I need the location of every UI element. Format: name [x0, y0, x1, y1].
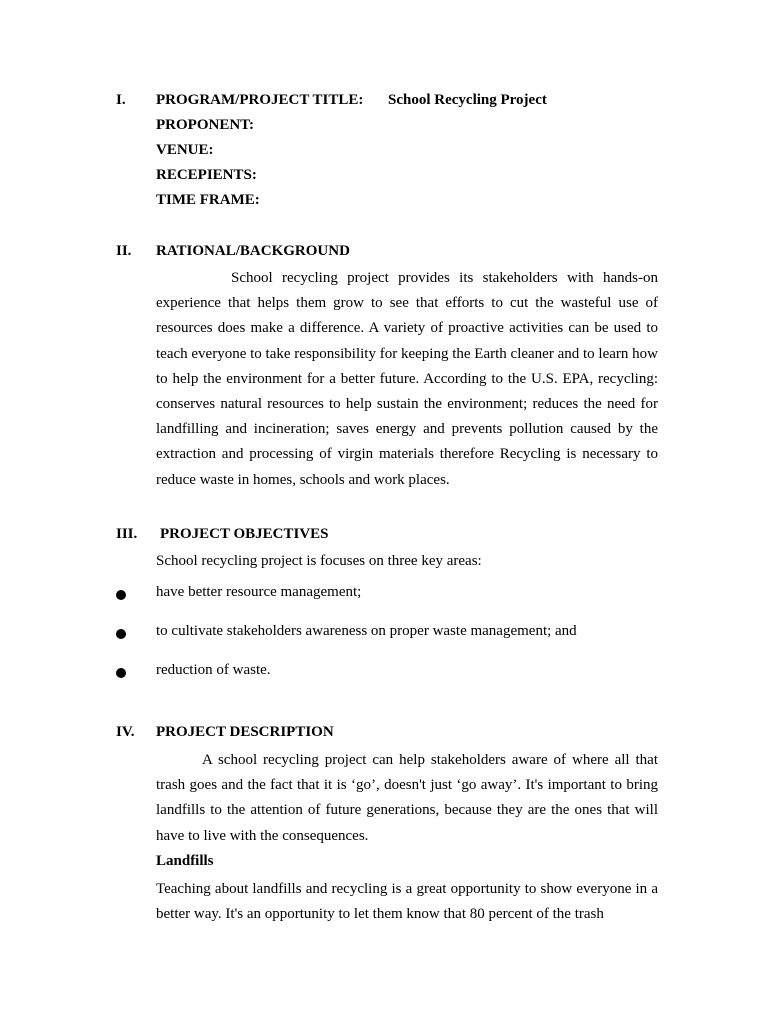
program-title-label: PROGRAM/PROJECT TITLE: — [156, 92, 364, 108]
description-paragraph: A school recycling project can help stakeholders aware of where all that trash goes and the fact that it is ‘go’, doesn't just ‘go away’. It's important to bring landfills to the attention of future generations, because they are the ones that will have to live with the consequences. — [156, 752, 658, 844]
objectives-intro: School recycling project is focuses on three key areas: — [156, 553, 482, 569]
bullet-icon — [116, 629, 126, 639]
section-4-number: IV. — [116, 724, 135, 740]
objective-item: reduction of waste. — [156, 662, 271, 678]
objective-item: have better resource management; — [156, 584, 362, 600]
time-frame-label: TIME FRAME: — [156, 192, 260, 208]
bullet-icon — [116, 590, 126, 600]
rationale-heading: RATIONAL/BACKGROUND — [156, 243, 350, 259]
bullet-icon — [116, 668, 126, 678]
venue-label: VENUE: — [156, 142, 214, 158]
section-1-number: I. — [116, 92, 126, 108]
description-heading: PROJECT DESCRIPTION — [156, 724, 334, 740]
section-2-number: II. — [116, 243, 132, 259]
recipients-label: RECEPIENTS: — [156, 167, 257, 183]
landfills-subheading: Landfills — [156, 853, 214, 869]
landfills-paragraph: Teaching about landfills and recycling is a great opportunity to show everyone in a better way. It's an opportunity to let them know that 80 percent of the trash — [156, 881, 658, 923]
program-title-value: School Recycling Project — [388, 92, 547, 108]
proponent-label: PROPONENT: — [156, 117, 255, 133]
objective-item: to cultivate stakeholders awareness on proper waste management; and — [156, 623, 577, 639]
objectives-heading: PROJECT OBJECTIVES — [160, 526, 329, 542]
section-3-number: III. — [116, 526, 138, 542]
rationale-paragraph: School recycling project provides its stakeholders with hands-on experience that helps them grow to see that efforts to cut the wasteful use of resources does make a difference. A variety of proactive activities can be used to teach everyone to take responsibility for keeping the Earth cleaner and to learn how to help the environment for a better future. According to the U.S. EPA, recycling: conserves natural resources to help sustain the environment; reduces the need for landfilling and incineration; saves energy and prevents pollution caused by the extraction and processing of virgin materials therefore Recycling is necessary to reduce waste in homes, schools and work places. — [156, 270, 658, 488]
